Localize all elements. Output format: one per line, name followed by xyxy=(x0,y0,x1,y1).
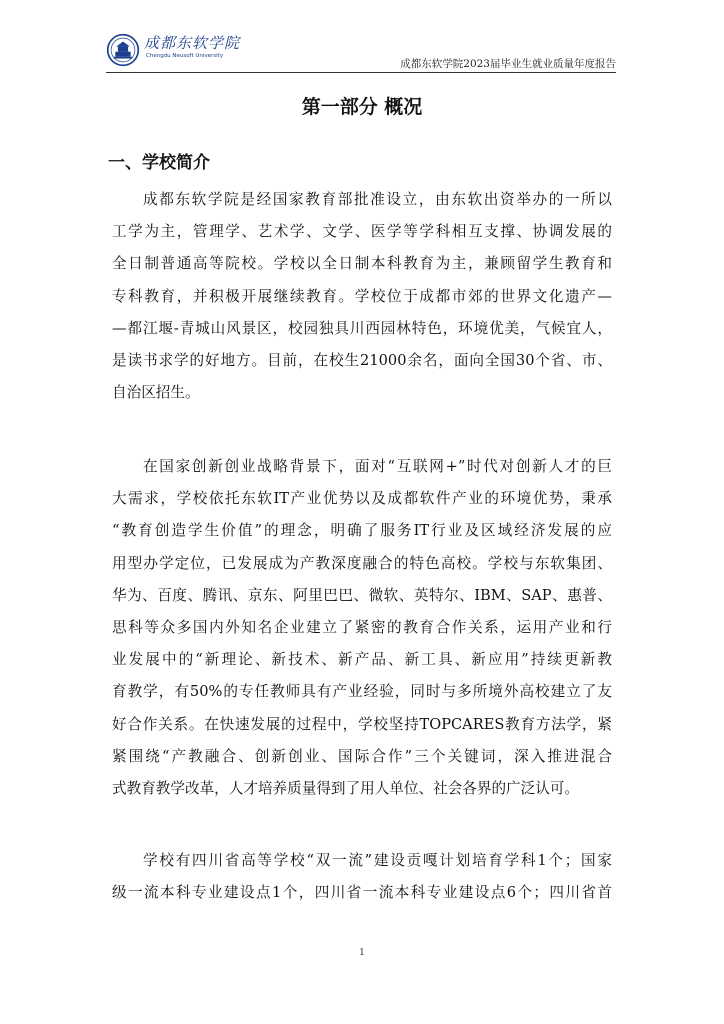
paragraph-line: 是读书求学的好地方。目前，在校生21000余名，面向全国30个省、市、 xyxy=(112,351,612,369)
paragraph-line: 学校有四川省高等学校“双一流”建设贡嘎计划培育学科1个；国家 xyxy=(143,852,612,869)
paragraph-line: “教育创造学生价值”的理念，明确了服务IT行业及区域经济发展的应 xyxy=(112,522,612,540)
paragraph-line: 成都东软学院是经国家教育部批准设立，由东软出资举办的一所以 xyxy=(143,191,612,208)
paragraph-2 xyxy=(112,451,612,805)
section-title: 一、学校简介 xyxy=(108,153,210,173)
page-number: 1 xyxy=(359,948,365,958)
paragraph-line: 紧围绕“产教融合、创新创业、国际合作”三个关键词，深入推进混合 xyxy=(112,747,612,765)
paragraph-1 xyxy=(112,184,612,409)
university-seal-icon xyxy=(106,33,140,67)
paragraph-line: —都江堰-青城山风景区，校园独具川西园林特色，环境优美，气候宜人， xyxy=(112,319,612,337)
paragraph-line: 思科等众多国内外知名企业建立了紧密的教育合作关系，运用产业和行 xyxy=(112,618,612,636)
paragraph-line: 全日制普通高等院校。学校以全日制本科教育为主，兼顾留学生教育和 xyxy=(112,255,612,273)
paragraph-line: 式教育教学改革，人才培养质量得到了用人单位、社会各界的广泛认可。 xyxy=(112,779,580,797)
paragraph-line: 好合作关系。在快速发展的过程中，学校坚持TOPCARES教育方法学，紧 xyxy=(112,715,612,733)
university-logo xyxy=(106,30,246,70)
paragraph-line: 华为、百度、腾讯、京东、阿里巴巴、微软、英特尔、IBM、SAP、惠普、 xyxy=(112,586,612,604)
part-title: 第一部分 概况 xyxy=(301,96,423,118)
paragraph-line: 级一流本科专业建设点1个，四川省一流本科专业建设点6个；四川省首 xyxy=(112,884,612,902)
report-title: 成都东软学院2023届毕业生就业质量年度报告 xyxy=(400,58,616,70)
paragraph-line: 工学为主，管理学、艺术学、文学、医学等学科相互支撑、协调发展的 xyxy=(112,223,612,241)
paragraph-line: 育教学，有50%的专任教师具有产业经验，同时与多所境外高校建立了友 xyxy=(112,683,612,701)
paragraph-line: 在国家创新创业战略背景下，面对“互联网+”时代对创新人才的巨 xyxy=(143,458,612,475)
paragraph-line: 专科教育，并积极开展继续教育。学校位于成都市郊的世界文化遗产— xyxy=(112,287,612,305)
paragraph-3 xyxy=(112,845,612,909)
header-divider xyxy=(106,72,616,73)
paragraph-line: 用型办学定位，已发展成为产教深度融合的特色高校。学校与东软集团、 xyxy=(112,554,612,572)
page-header xyxy=(106,28,616,74)
paragraph-line: 自治区招生。 xyxy=(112,384,200,402)
logo-subtitle: Chengdu Neusoft University xyxy=(146,53,224,59)
paragraph-line: 业发展中的“新理论、新技术、新产品、新工具、新应用”持续更新教 xyxy=(112,651,612,669)
logo-name: 成都东软学院 xyxy=(144,34,241,52)
paragraph-line: 大需求，学校依托东软IT产业优势以及成都软件产业的环境优势，秉承 xyxy=(112,490,612,508)
